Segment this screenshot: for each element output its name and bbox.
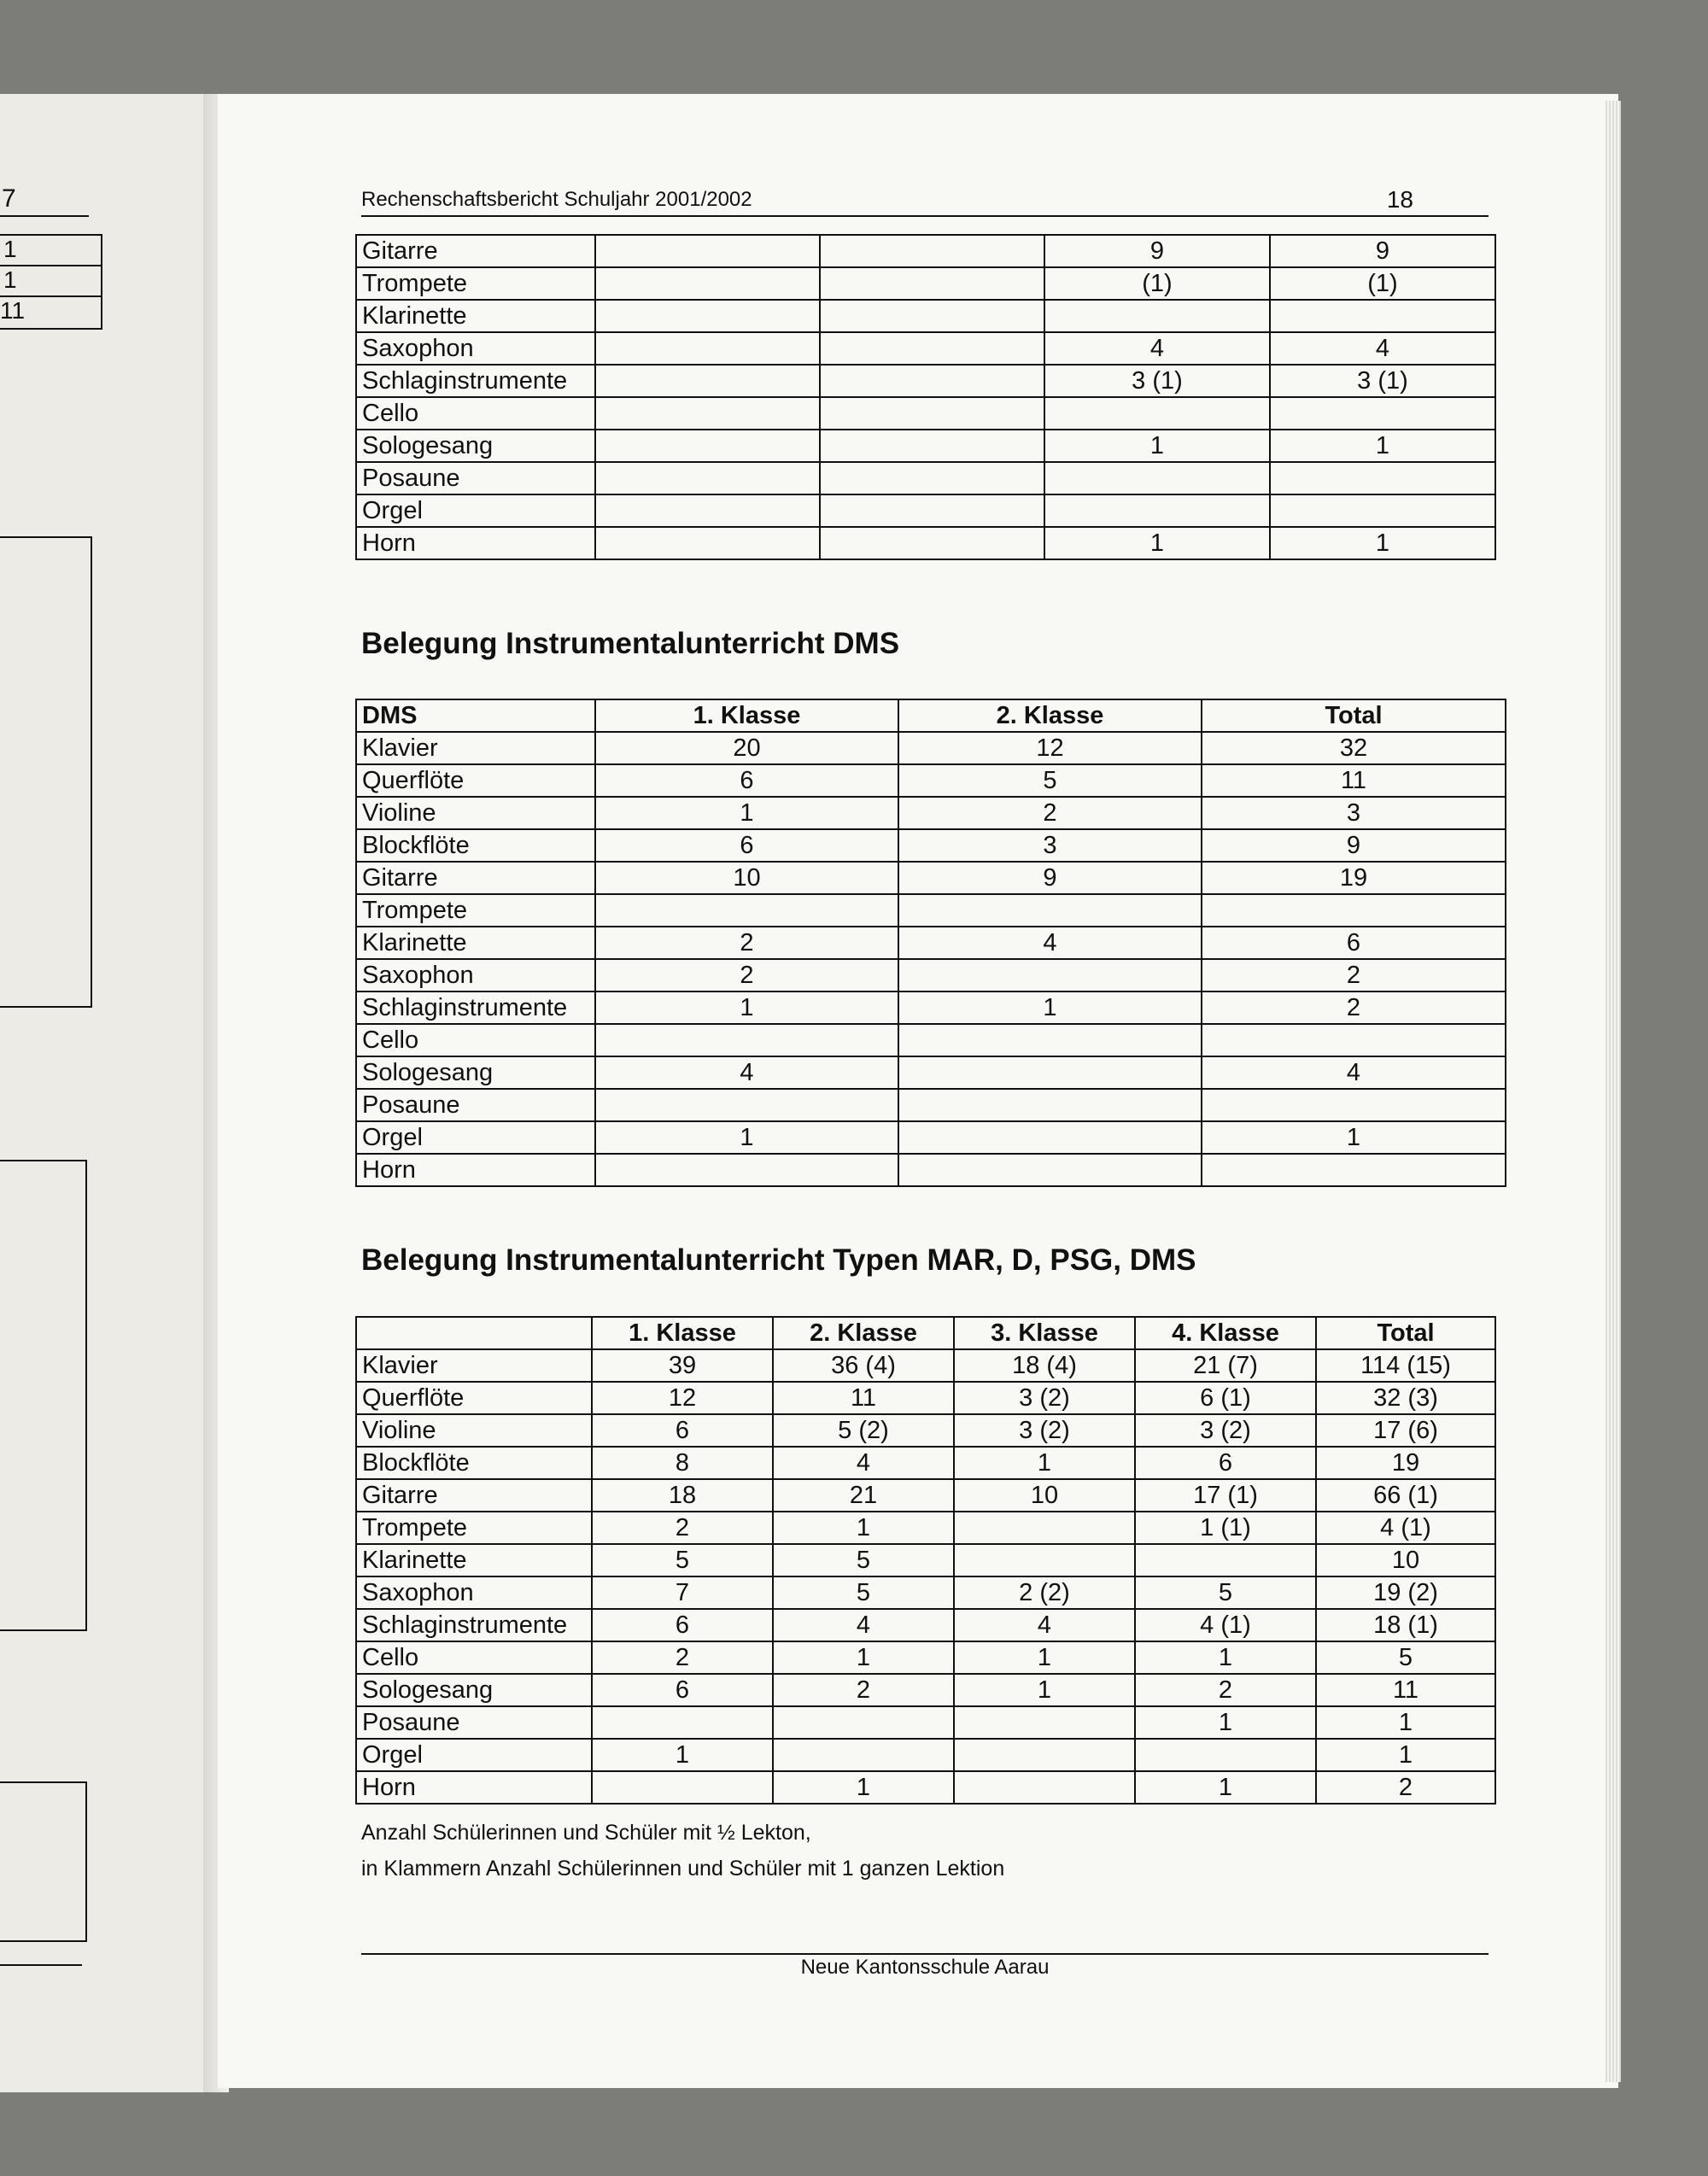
value-cell: 17 (1) (1135, 1479, 1316, 1512)
value-cell: 3 (2) (1135, 1414, 1316, 1447)
table-row (356, 1024, 1506, 1056)
value-cell: 2 (595, 927, 898, 959)
value-cell (820, 365, 1044, 397)
left-row-value: 1 (3, 266, 17, 293)
value-cell (820, 494, 1044, 527)
column-header: 2. Klasse (898, 699, 1202, 732)
value-cell (595, 267, 820, 300)
value-cell: 1 (1044, 527, 1270, 559)
instrument-name-cell: Saxophon (356, 1576, 592, 1609)
table-row (356, 1089, 1506, 1121)
value-cell (820, 267, 1044, 300)
value-cell: 2 (2) (954, 1576, 1135, 1609)
left-header-rule (0, 215, 89, 217)
value-cell: 2 (592, 1641, 773, 1674)
value-cell: 1 (773, 1771, 954, 1804)
value-cell (898, 894, 1202, 927)
value-cell: 1 (1135, 1706, 1316, 1739)
table-header-row (356, 699, 1506, 732)
table-row (356, 397, 1495, 430)
value-cell: 11 (773, 1382, 954, 1414)
table-row (356, 462, 1495, 494)
value-cell: 1 (1135, 1771, 1316, 1804)
value-cell (1202, 1089, 1506, 1121)
value-cell: 2 (592, 1512, 773, 1544)
table-row (356, 235, 1495, 267)
value-cell: 3 (2) (954, 1414, 1135, 1447)
instrument-name-cell: Sologesang (356, 1056, 595, 1089)
value-cell: 20 (595, 732, 898, 764)
value-cell: 8 (592, 1447, 773, 1479)
instrument-name-cell: Saxophon (356, 959, 595, 991)
value-cell: 7 (592, 1576, 773, 1609)
value-cell (954, 1544, 1135, 1576)
left-table-fragment-1 (0, 234, 102, 330)
value-cell: 9 (898, 862, 1202, 894)
value-cell (1270, 397, 1495, 430)
left-page-number: 7 (2, 184, 16, 213)
value-cell (595, 494, 820, 527)
table-row (356, 927, 1506, 959)
value-cell: 114 (15) (1316, 1349, 1495, 1382)
value-cell: 5 (773, 1544, 954, 1576)
value-cell (898, 1024, 1202, 1056)
value-cell (954, 1739, 1135, 1771)
value-cell (1044, 397, 1270, 430)
value-cell: 1 (595, 991, 898, 1024)
value-cell: 10 (954, 1479, 1135, 1512)
table-row (356, 764, 1506, 797)
value-cell (898, 1056, 1202, 1089)
table-row (356, 1771, 1495, 1804)
value-cell: 6 (592, 1609, 773, 1641)
value-cell: 1 (1316, 1739, 1495, 1771)
value-cell: 1 (773, 1641, 954, 1674)
table-row (356, 1121, 1506, 1154)
value-cell: 2 (1316, 1771, 1495, 1804)
value-cell (595, 1089, 898, 1121)
value-cell (595, 235, 820, 267)
value-cell (595, 1154, 898, 1186)
value-cell (595, 365, 820, 397)
value-cell (954, 1771, 1135, 1804)
table-row (356, 732, 1506, 764)
instrument-name-cell: Trompete (356, 267, 595, 300)
footer-text: Neue Kantonsschule Aarau (800, 1956, 1050, 1979)
value-cell: 5 (592, 1544, 773, 1576)
table-row (356, 894, 1506, 927)
value-cell: 5 (773, 1576, 954, 1609)
value-cell: 36 (4) (773, 1349, 954, 1382)
value-cell: 1 (954, 1641, 1135, 1674)
value-cell: 6 (1202, 927, 1506, 959)
value-cell: 4 (1) (1316, 1512, 1495, 1544)
instrument-name-cell: Horn (356, 1771, 592, 1804)
instrument-name-cell: Schlaginstrumente (356, 365, 595, 397)
instrument-name-cell: Gitarre (356, 862, 595, 894)
value-cell: 6 (592, 1674, 773, 1706)
value-cell: 9 (1270, 235, 1495, 267)
table-row (356, 494, 1495, 527)
value-cell (898, 959, 1202, 991)
value-cell (820, 235, 1044, 267)
instrument-name-cell: Schlaginstrumente (356, 991, 595, 1024)
column-header: 1. Klasse (595, 699, 898, 732)
value-cell (1270, 300, 1495, 332)
value-cell (1044, 300, 1270, 332)
column-header: Total (1316, 1317, 1495, 1349)
value-cell (773, 1739, 954, 1771)
value-cell (954, 1706, 1135, 1739)
value-cell: 1 (1) (1135, 1512, 1316, 1544)
value-cell (595, 397, 820, 430)
instrument-name-cell: Posaune (356, 1089, 595, 1121)
section-heading-dms: Belegung Instrumentalunterricht DMS (361, 627, 900, 660)
table-row (356, 300, 1495, 332)
value-cell: 1 (773, 1512, 954, 1544)
value-cell: 4 (954, 1609, 1135, 1641)
value-cell: 3 (1202, 797, 1506, 829)
instrument-name-cell: Querflöte (356, 1382, 592, 1414)
instrument-name-cell: Sologesang (356, 430, 595, 462)
value-cell: 1 (595, 1121, 898, 1154)
value-cell (898, 1154, 1202, 1186)
instrument-name-cell: Klarinette (356, 927, 595, 959)
instrument-name-cell: Klarinette (356, 1544, 592, 1576)
value-cell: 32 (1202, 732, 1506, 764)
table-row (356, 1349, 1495, 1382)
value-cell (820, 527, 1044, 559)
value-cell: 5 (1135, 1576, 1316, 1609)
left-footer-rule (0, 1964, 82, 1966)
value-cell (595, 527, 820, 559)
value-cell: 6 (1) (1135, 1382, 1316, 1414)
instrument-name-cell: Violine (356, 797, 595, 829)
value-cell (1135, 1739, 1316, 1771)
value-cell: 12 (592, 1382, 773, 1414)
value-cell (898, 1121, 1202, 1154)
value-cell (595, 430, 820, 462)
value-cell (1044, 462, 1270, 494)
table-row (356, 1609, 1495, 1641)
column-header: 1. Klasse (592, 1317, 773, 1349)
value-cell: 2 (1202, 959, 1506, 991)
value-cell: 2 (898, 797, 1202, 829)
left-table-fragment-3 (0, 1160, 87, 1631)
value-cell: 6 (592, 1414, 773, 1447)
value-cell: 21 (773, 1479, 954, 1512)
value-cell: 4 (1270, 332, 1495, 365)
value-cell: 4 (1202, 1056, 1506, 1089)
value-cell: 11 (1316, 1674, 1495, 1706)
value-cell: 18 (4) (954, 1349, 1135, 1382)
all-types-table (355, 1316, 1496, 1805)
table-row (356, 862, 1506, 894)
value-cell (1202, 1154, 1506, 1186)
value-cell: 6 (595, 764, 898, 797)
instrument-name-cell: Cello (356, 397, 595, 430)
table-row (356, 267, 1495, 300)
instrument-name-cell: Cello (356, 1641, 592, 1674)
value-cell: 1 (1044, 430, 1270, 462)
value-cell (595, 332, 820, 365)
value-cell (595, 300, 820, 332)
table-row (356, 1154, 1506, 1186)
table-row (356, 1056, 1506, 1089)
instrument-name-cell: Querflöte (356, 764, 595, 797)
page-edge-stack (1606, 101, 1621, 2082)
value-cell: 2 (1135, 1674, 1316, 1706)
left-table-fragment-4 (0, 1781, 87, 1942)
value-cell: 1 (595, 797, 898, 829)
value-cell: 3 (898, 829, 1202, 862)
value-cell: 4 (773, 1447, 954, 1479)
value-cell: 4 (1044, 332, 1270, 365)
left-table-line (0, 295, 101, 297)
table-header-row (356, 1317, 1495, 1349)
value-cell (1270, 494, 1495, 527)
value-cell: (1) (1044, 267, 1270, 300)
value-cell: 6 (595, 829, 898, 862)
instrument-name-cell: Orgel (356, 1121, 595, 1154)
value-cell: 19 (1202, 862, 1506, 894)
header-title: Rechenschaftsbericht Schuljahr 2001/2002 (361, 188, 752, 211)
instrument-name-cell: Gitarre (356, 1479, 592, 1512)
value-cell: 5 (1316, 1641, 1495, 1674)
instrument-name-cell: Posaune (356, 1706, 592, 1739)
column-header: 4. Klasse (1135, 1317, 1316, 1349)
table-row (356, 1479, 1495, 1512)
note-line-2: in Klammern Anzahl Schülerinnen und Schüler mit 1 ganzen Lektion (361, 1857, 1005, 1881)
instrument-name-cell: Sologesang (356, 1674, 592, 1706)
footer-rule (361, 1953, 1489, 1955)
table-row (356, 1544, 1495, 1576)
table-row (356, 365, 1495, 397)
value-cell: 1 (1202, 1121, 1506, 1154)
page-header (361, 184, 1489, 217)
left-table-fragment-2 (0, 536, 92, 1008)
table-row (356, 991, 1506, 1024)
instrument-name-cell: Horn (356, 527, 595, 559)
value-cell: 1 (898, 991, 1202, 1024)
table-row (356, 1414, 1495, 1447)
value-cell: 4 (1) (1135, 1609, 1316, 1641)
instrument-name-cell: Posaune (356, 462, 595, 494)
value-cell (592, 1706, 773, 1739)
value-cell: 4 (595, 1056, 898, 1089)
value-cell: 19 (2) (1316, 1576, 1495, 1609)
left-row-value: 1 (3, 236, 17, 262)
instrument-name-cell: Saxophon (356, 332, 595, 365)
instrument-name-cell: Klavier (356, 1349, 592, 1382)
table-row (356, 1674, 1495, 1706)
table-row (356, 829, 1506, 862)
column-header: 2. Klasse (773, 1317, 954, 1349)
value-cell: 3 (1) (1044, 365, 1270, 397)
note-line-1: Anzahl Schülerinnen und Schüler mit ½ Lekton, (361, 1821, 811, 1845)
value-cell (820, 430, 1044, 462)
value-cell: 10 (595, 862, 898, 894)
value-cell: 3 (1) (1270, 365, 1495, 397)
table-row (356, 430, 1495, 462)
value-cell: 1 (1270, 430, 1495, 462)
value-cell (595, 1024, 898, 1056)
value-cell (820, 300, 1044, 332)
value-cell: 11 (1202, 764, 1506, 797)
value-cell: 10 (1316, 1544, 1495, 1576)
value-cell: 1 (592, 1739, 773, 1771)
dms-table (355, 699, 1506, 1187)
value-cell: 66 (1) (1316, 1479, 1495, 1512)
instrument-name-cell: Schlaginstrumente (356, 1609, 592, 1641)
value-cell: 3 (2) (954, 1382, 1135, 1414)
instrument-name-cell: Horn (356, 1154, 595, 1186)
value-cell (1135, 1544, 1316, 1576)
value-cell: 4 (773, 1609, 954, 1641)
instrument-name-cell: Trompete (356, 1512, 592, 1544)
value-cell: 6 (1135, 1447, 1316, 1479)
table-row (356, 527, 1495, 559)
section-heading-all-types: Belegung Instrumentalunterricht Typen MAR, D, PSG, DMS (361, 1243, 1196, 1277)
value-cell: 2 (595, 959, 898, 991)
header-page-number: 18 (1386, 186, 1413, 213)
table-row (356, 1382, 1495, 1414)
value-cell: 2 (773, 1674, 954, 1706)
value-cell (820, 397, 1044, 430)
value-cell: 2 (1202, 991, 1506, 1024)
value-cell (1270, 462, 1495, 494)
value-cell: 9 (1202, 829, 1506, 862)
value-cell: (1) (1270, 267, 1495, 300)
value-cell (595, 462, 820, 494)
column-header: 3. Klasse (954, 1317, 1135, 1349)
left-table-line (0, 265, 101, 266)
value-cell: 5 (898, 764, 1202, 797)
value-cell (1202, 894, 1506, 927)
value-cell: 32 (3) (1316, 1382, 1495, 1414)
value-cell (898, 1089, 1202, 1121)
table-row (356, 1739, 1495, 1771)
value-cell: 1 (954, 1674, 1135, 1706)
instrument-name-cell: Cello (356, 1024, 595, 1056)
value-cell: 18 (1) (1316, 1609, 1495, 1641)
table-row (356, 1641, 1495, 1674)
column-header: Total (1202, 699, 1506, 732)
instrument-name-cell: Blockflöte (356, 829, 595, 862)
column-header: DMS (356, 699, 595, 732)
table-row (356, 1576, 1495, 1609)
instrument-table-continued (355, 234, 1496, 560)
value-cell (820, 462, 1044, 494)
left-row-value: 11 (0, 297, 26, 324)
instrument-name-cell: Gitarre (356, 235, 595, 267)
value-cell: 19 (1316, 1447, 1495, 1479)
value-cell (773, 1706, 954, 1739)
value-cell: 5 (2) (773, 1414, 954, 1447)
value-cell: 9 (1044, 235, 1270, 267)
value-cell: 12 (898, 732, 1202, 764)
table-row (356, 959, 1506, 991)
value-cell: 21 (7) (1135, 1349, 1316, 1382)
instrument-name-cell: Orgel (356, 494, 595, 527)
instrument-name-cell: Klarinette (356, 300, 595, 332)
value-cell (595, 894, 898, 927)
value-cell (1202, 1024, 1506, 1056)
instrument-name-cell: Violine (356, 1414, 592, 1447)
value-cell (954, 1512, 1135, 1544)
value-cell: 18 (592, 1479, 773, 1512)
instrument-name-cell: Klavier (356, 732, 595, 764)
value-cell: 17 (6) (1316, 1414, 1495, 1447)
column-header (356, 1317, 592, 1349)
value-cell: 4 (898, 927, 1202, 959)
table-row (356, 1512, 1495, 1544)
table-row (356, 1447, 1495, 1479)
table-row (356, 332, 1495, 365)
instrument-name-cell: Blockflöte (356, 1447, 592, 1479)
table-row (356, 1706, 1495, 1739)
instrument-name-cell: Trompete (356, 894, 595, 927)
instrument-name-cell: Orgel (356, 1739, 592, 1771)
value-cell (820, 332, 1044, 365)
table-row (356, 797, 1506, 829)
value-cell: 1 (1135, 1641, 1316, 1674)
value-cell: 1 (1316, 1706, 1495, 1739)
value-cell: 1 (954, 1447, 1135, 1479)
value-cell: 39 (592, 1349, 773, 1382)
value-cell (1044, 494, 1270, 527)
value-cell: 1 (1270, 527, 1495, 559)
value-cell (592, 1771, 773, 1804)
